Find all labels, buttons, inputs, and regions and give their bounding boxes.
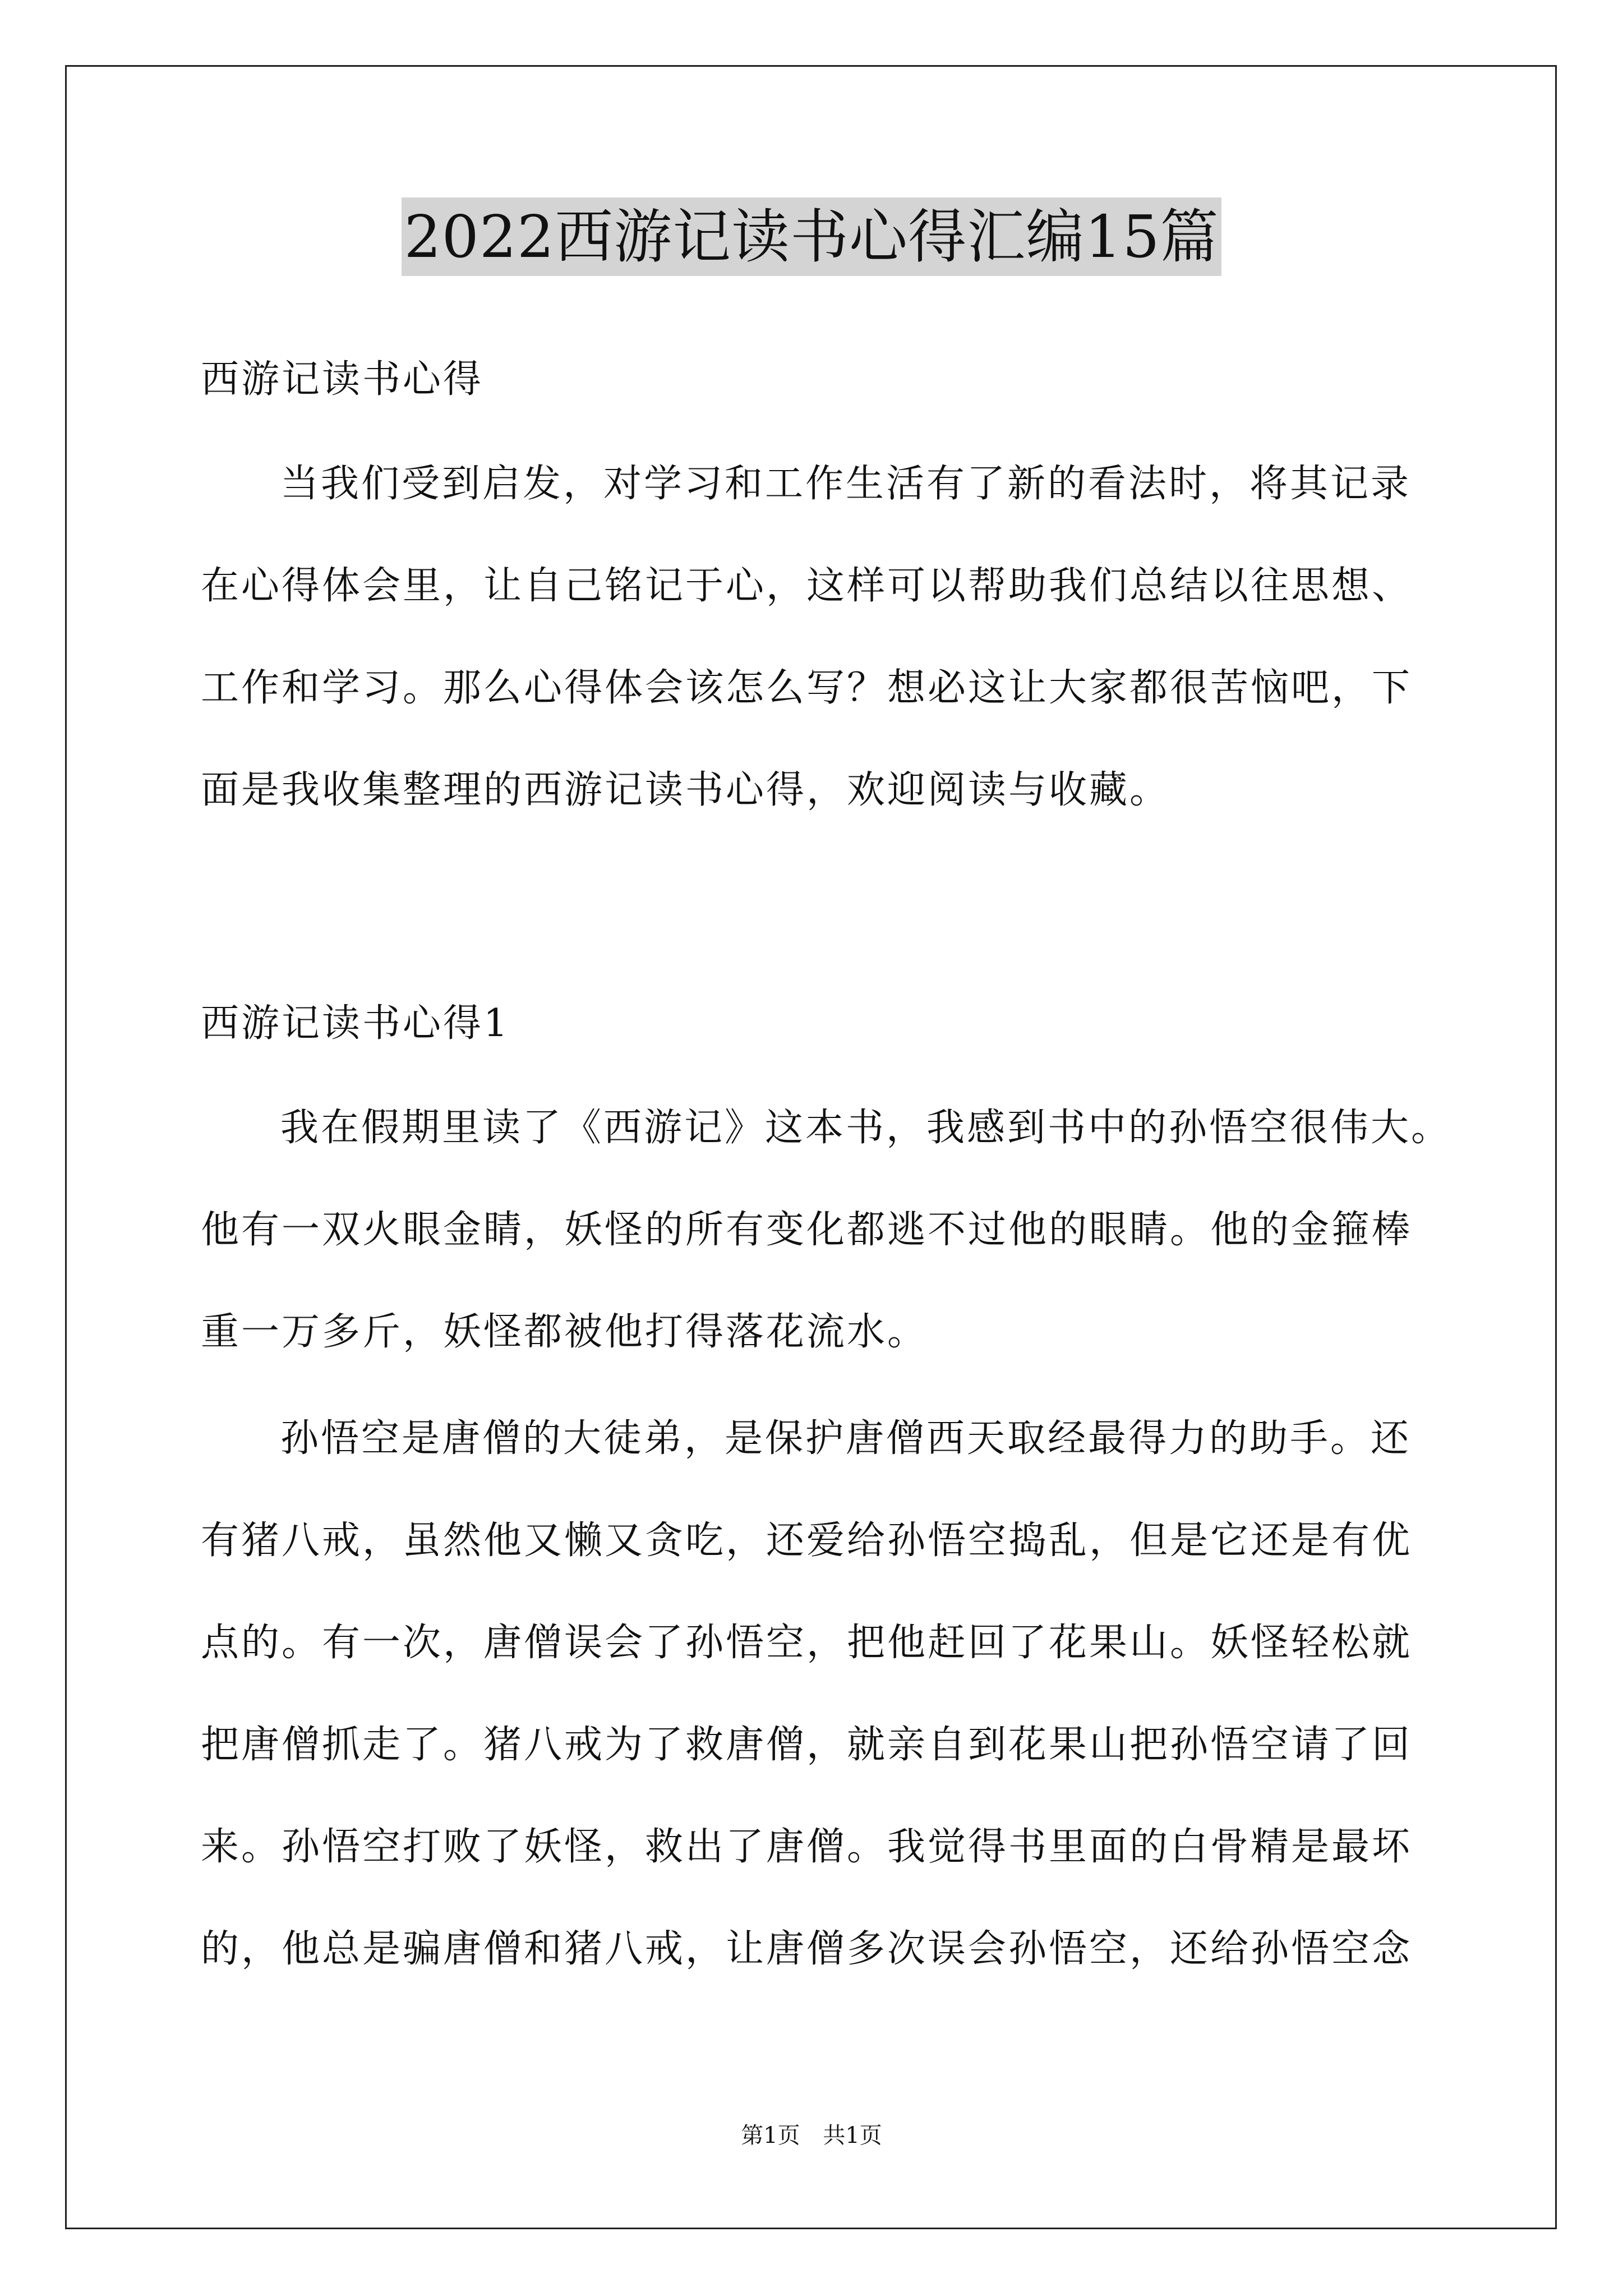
section-heading: 西游记读书心得1 (201, 1001, 510, 1046)
document-title: 2022西游记读书心得汇编15篇 (402, 197, 1221, 276)
paragraph-line: 我在假期里读了《西游记》这本书，我感到书中的孙悟空很伟大。 (280, 1106, 1452, 1150)
paragraph-line: 点的。有一次，唐僧误会了孙悟空，把他赶回了花果山。妖怪轻松就 (201, 1621, 1413, 1665)
paragraph-line: 有猪八戒，虽然他又懒又贪吃，还爱给孙悟空捣乱，但是它还是有优 (201, 1519, 1413, 1563)
intro-line: 在心得体会里，让自己铭记于心，这样可以帮助我们总结以往思想、 (201, 564, 1413, 608)
paragraph-line: 孙悟空是唐僧的大徒弟，是保护唐僧西天取经最得力的助手。还 (280, 1416, 1412, 1461)
page-footer (0, 2122, 1623, 2150)
paragraph-line: 来。孙悟空打败了妖怪，救出了唐僧。我觉得书里面的白骨精是最坏 (201, 1825, 1413, 1869)
paragraph-line: 的，他总是骗唐僧和猪八戒，让唐僧多次误会孙悟空，还给孙悟空念 (201, 1927, 1413, 1971)
intro-line: 工作和学习。那么心得体会该怎么写？想必这让大家都很苦恼吧，下 (201, 666, 1413, 710)
page-number-current: 第1页 (741, 2123, 800, 2148)
paragraph-line: 重一万多斤，妖怪都被他打得落花流水。 (201, 1310, 928, 1354)
page-number-total: 共1页 (823, 2123, 882, 2148)
title-container (0, 197, 1623, 276)
intro-line: 面是我收集整理的西游记读书心得，欢迎阅读与收藏。 (201, 768, 1170, 812)
intro-heading: 西游记读书心得 (201, 357, 484, 402)
paragraph-line: 他有一双火眼金睛，妖怪的所有变化都逃不过他的眼睛。他的金箍棒 (201, 1208, 1413, 1252)
paragraph-line: 把唐僧抓走了。猪八戒为了救唐僧，就亲自到花果山把孙悟空请了回 (201, 1723, 1413, 1767)
intro-line: 当我们受到启发，对学习和工作生活有了新的看法时，将其记录 (280, 462, 1412, 506)
